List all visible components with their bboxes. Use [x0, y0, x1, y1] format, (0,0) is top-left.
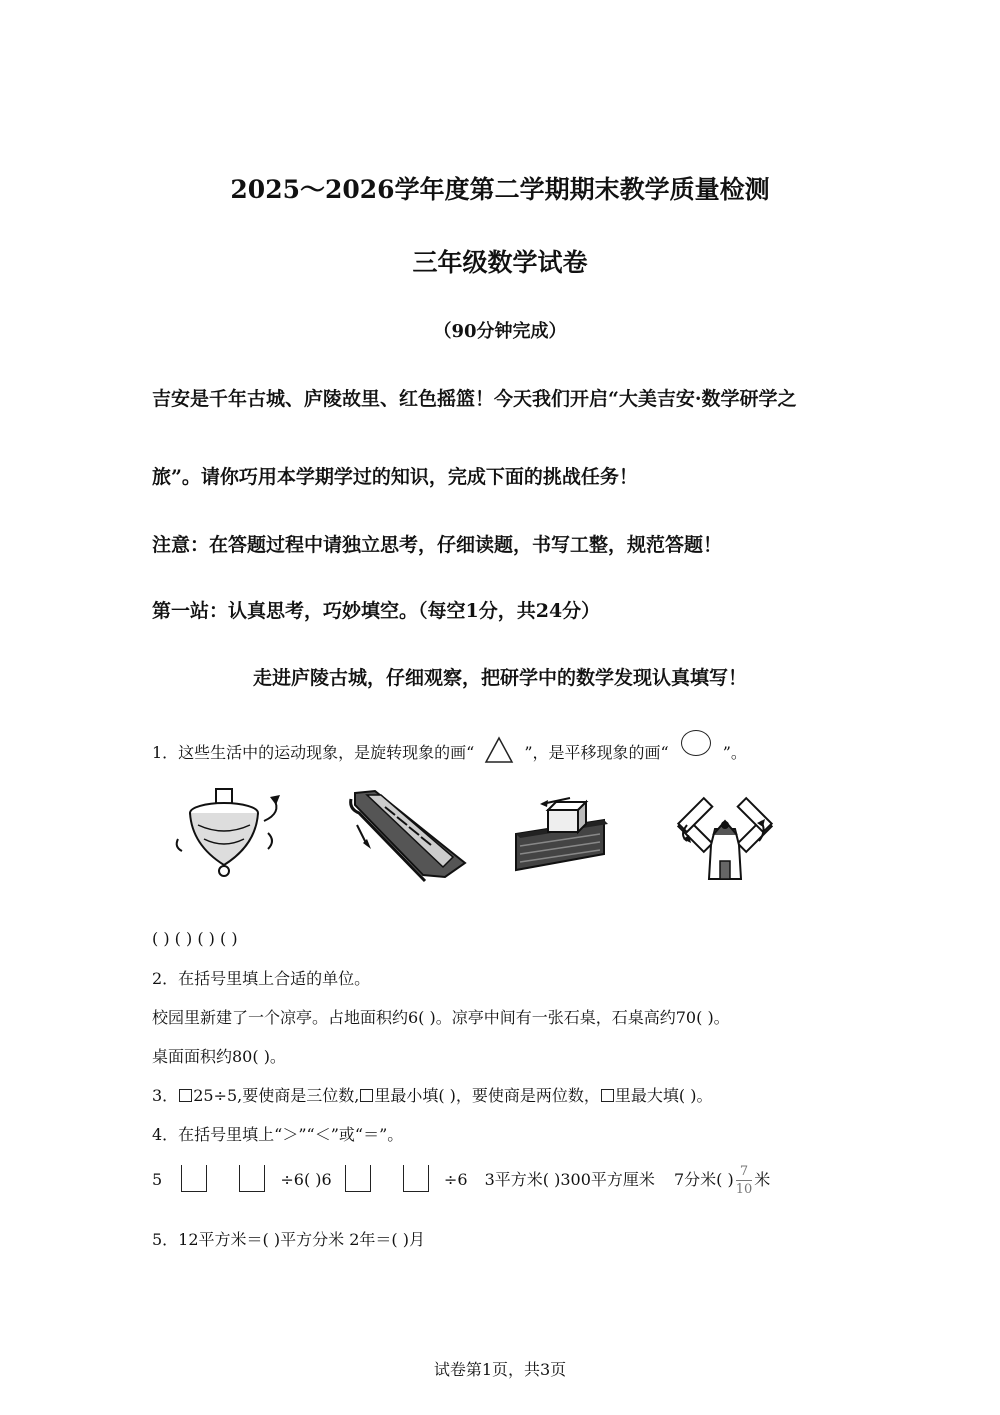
intro-line-2: 旅”。请你巧用本学期学过的知识，完成下面的挑战任务！ — [152, 466, 638, 488]
question-3-text-c: 里最大填( )。 — [614, 1086, 713, 1105]
question-4-text-e: 7分米( ) — [673, 1170, 734, 1189]
exam-duration: （90分钟完成） — [433, 321, 567, 342]
digit-box-icon[interactable] — [345, 1165, 371, 1192]
question-1-text-c: ”。 — [722, 743, 747, 762]
intro-line-1: 吉安是千年古城、庐陵故里、红色摇篮！今天我们开启“大美吉安·数学研学之 — [152, 388, 797, 410]
exam-title: 2025～2026学年度第二学期期末教学质量检测 — [230, 175, 770, 204]
exam-subtitle: 三年级数学试卷 — [412, 248, 588, 277]
question-2-line-1: 校园里新建了一个凉亭。占地面积约6( )。凉亭中间有一张石桌，石桌高约70( )。 — [152, 1008, 730, 1027]
question-1-text-b: ”，是平移现象的画“ — [524, 743, 669, 762]
fraction-numerator: 7 — [739, 1164, 749, 1179]
question-4-text-a: 5 — [152, 1170, 163, 1189]
answer-blank[interactable]: ( ) — [174, 929, 193, 948]
question-4-text-c: ÷6 — [443, 1170, 468, 1189]
question-5: 5．12平方米＝( )平方分米 2年＝( )月 — [152, 1230, 425, 1249]
question-3-number: 3． — [152, 1086, 179, 1105]
answer-blank[interactable]: ( ) — [152, 929, 170, 948]
question-4-text-f: 米 — [754, 1170, 771, 1189]
question-3 — [152, 1083, 712, 1106]
question-4-text-d: 3平方米( )300平方厘米 — [484, 1170, 655, 1189]
fraction — [736, 1165, 753, 1196]
square-box-icon — [360, 1089, 373, 1102]
question-4-text-b: ÷6( )6 — [280, 1170, 332, 1189]
circle-icon — [681, 730, 711, 756]
escalator-icon — [345, 785, 475, 885]
square-box-icon — [601, 1089, 614, 1102]
section-1-subtitle: 走进庐陵古城，仔细观察，把研学中的数学发现认真填写！ — [252, 667, 747, 689]
question-4-items — [152, 1165, 770, 1196]
question-1-blanks — [152, 929, 238, 948]
digit-box-icon[interactable] — [239, 1165, 265, 1192]
digit-box-icon[interactable] — [403, 1165, 429, 1192]
question-3-text-b: 里最小填( )，要使商是两位数， — [374, 1086, 600, 1105]
answer-blank[interactable]: ( ) — [220, 929, 238, 948]
question-3-text-a: 25÷5,要使商是三位数, — [193, 1086, 360, 1105]
windmill-icon — [675, 785, 775, 885]
answer-blank[interactable]: ( ) — [197, 929, 215, 948]
page-footer: 试卷第1页，共3页 — [433, 1360, 567, 1379]
section-1-title: 第一站：认真思考，巧妙填空。（每空1分，共24分） — [152, 600, 601, 622]
question-1 — [152, 730, 747, 764]
question-1-text-a: 1．这些生活中的运动现象，是旋转现象的画“ — [152, 743, 475, 762]
question-4-title: 4．在括号里填上“＞”“＜”或“＝”。 — [152, 1125, 404, 1144]
question-2-title: 2．在括号里填上合适的单位。 — [152, 969, 371, 988]
exam-note: 注意：在答题过程中请独立思考，仔细读题，书写工整，规范答题！ — [152, 534, 723, 556]
conveyor-belt-icon — [512, 790, 612, 880]
digit-box-icon[interactable] — [181, 1165, 207, 1192]
triangle-icon — [484, 736, 514, 764]
fraction-denominator: 10 — [735, 1182, 753, 1197]
spinning-top-icon — [172, 785, 292, 885]
square-box-icon — [179, 1089, 192, 1102]
question-2-line-2: 桌面面积约80( )。 — [152, 1047, 286, 1066]
